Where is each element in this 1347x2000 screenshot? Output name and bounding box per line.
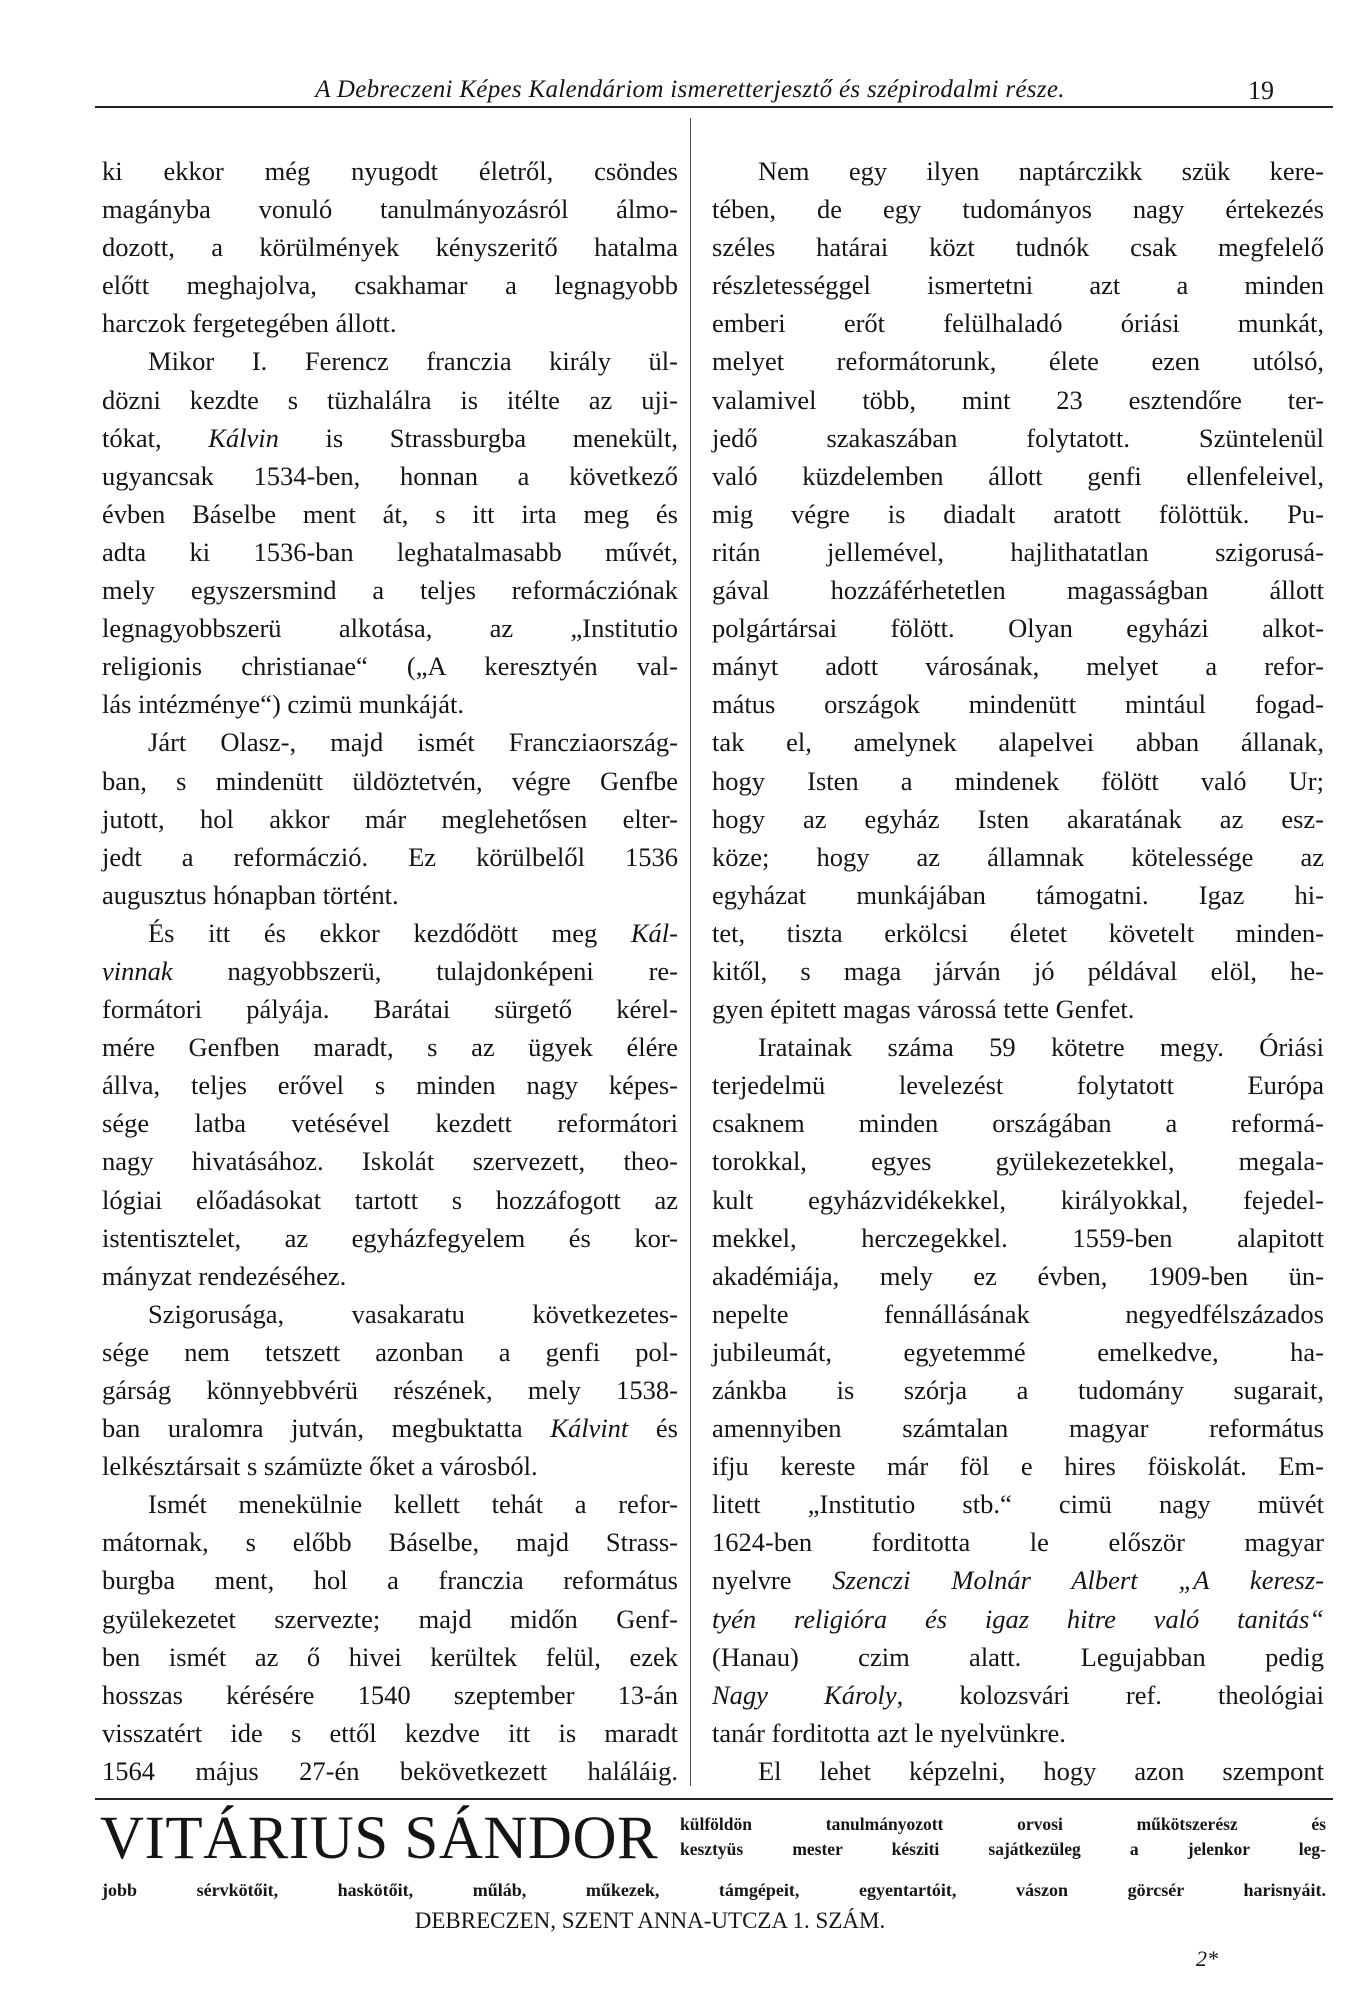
text-line xyxy=(102,952,678,990)
ad-product-list: jobb sérvkötőit, haskötőit, műláb, műkezek, támgépeit, egyentartóit, vászon görcsér harisnyáit. xyxy=(102,1880,1326,1900)
text-line xyxy=(712,457,1324,495)
text-line xyxy=(102,419,678,457)
text-segment: gyen épitett magas várossá tette Genfet. xyxy=(712,994,1135,1025)
text-line xyxy=(712,1257,1324,1295)
text-line xyxy=(712,762,1324,800)
text-line xyxy=(712,152,1324,190)
text-segment: legnagyobbszerü alkotása, az „Institutio xyxy=(102,613,678,644)
italic-text: vinnak xyxy=(102,955,173,986)
text-segment: való küzdelemben állott genfi ellenfeleivel, xyxy=(712,460,1324,491)
text-line xyxy=(712,1333,1324,1371)
text-line xyxy=(712,533,1324,571)
text-segment: Ismét menekülnie kellett tehát a refor- xyxy=(148,1489,678,1520)
text-line xyxy=(712,1104,1324,1142)
page-number: 19 xyxy=(1248,76,1274,105)
text-line xyxy=(102,609,678,647)
text-segment: hogy az egyház Isten akaratának az esz- xyxy=(712,803,1324,834)
text-segment: nagyobbszerü, tulajdonképeni re- xyxy=(172,955,678,986)
text-segment: előtt meghajolva, csakhamar a legnagyobb xyxy=(102,270,678,301)
text-segment: adta ki 1536-ban leghatalmasabb művét, xyxy=(102,536,678,567)
text-segment: dozott, a körülmények kényszeritő hatalma xyxy=(102,232,678,263)
text-line xyxy=(102,266,678,304)
text-segment: Iratainak száma 59 kötetre megy. Óriási xyxy=(758,1032,1324,1063)
footer-rule xyxy=(95,1798,1333,1800)
text-line xyxy=(102,228,678,266)
text-segment: tében, de egy tudományos nagy értekezés xyxy=(712,194,1324,225)
header-title: A Debreczeni Képes Kalendáriom ismeretterjesztő és szépirodalmi része. xyxy=(315,76,1065,103)
text-line xyxy=(712,1485,1324,1523)
signature-mark: 2* xyxy=(1196,1946,1218,1971)
text-line xyxy=(712,1371,1324,1409)
text-line xyxy=(712,1523,1324,1561)
ad-address: DEBRECZEN, SZENT ANNA-UTCZA 1. SZÁM. xyxy=(414,1908,886,1933)
text-segment: jedő szakaszában folytatott. Szüntelenül xyxy=(712,422,1324,453)
text-segment: ki ekkor még nyugodt életről, csöndes xyxy=(102,156,678,186)
text-segment: kitől, s maga járván jó példával elöl, he- xyxy=(712,955,1324,986)
text-segment: mátornak, s előbb Báselbe, majd Strass- xyxy=(102,1527,678,1558)
text-line xyxy=(102,1447,678,1485)
text-segment: mányt adott városának, melyet a refor- xyxy=(712,651,1324,682)
text-line xyxy=(712,190,1324,228)
text-segment: ugyancsak 1534-ben, honnan a következő xyxy=(102,460,678,491)
text-segment: sége latba vetésével kezdett reformátori xyxy=(102,1108,678,1139)
text-segment: melyet reformátorunk, élete ezen utólsó, xyxy=(712,346,1324,377)
text-line xyxy=(712,1714,1324,1752)
header-rule xyxy=(95,106,1333,108)
left-column xyxy=(102,152,678,1790)
text-line xyxy=(102,190,678,228)
text-segment: lás intézménye“) czimü munkáját. xyxy=(102,689,465,720)
text-line xyxy=(102,1142,678,1180)
text-segment: csaknem minden országában a reformá- xyxy=(712,1108,1324,1139)
text-segment: visszatért ide s ettől kezdve itt is maradt xyxy=(102,1717,678,1748)
text-segment: istentisztelet, az egyházfegyelem és kor- xyxy=(102,1222,678,1253)
text-line xyxy=(712,495,1324,533)
text-segment: ben ismét az ő hivei kerültek felül, ezek xyxy=(102,1641,678,1672)
text-segment: 1624-ben forditotta le először magyar xyxy=(712,1527,1324,1558)
text-line xyxy=(102,304,678,342)
text-segment: mére Genfben maradt, s az ügyek élére xyxy=(102,1032,678,1063)
text-segment: jubileumát, egyetemmé emelkedve, ha- xyxy=(712,1336,1324,1367)
text-line xyxy=(102,152,678,190)
text-segment: sége nem tetszett azonban a genfi pol- xyxy=(102,1336,678,1367)
text-line xyxy=(712,342,1324,380)
text-segment: Szigorusága, vasakaratu következetes- xyxy=(148,1298,678,1329)
text-segment: gárság könnyebbvérü részének, mely 1538- xyxy=(102,1375,678,1405)
text-segment: kult egyházvidékekkel, királyokkal, fejedel- xyxy=(712,1184,1324,1215)
text-line xyxy=(102,838,678,876)
italic-text: Kál- xyxy=(630,917,678,948)
text-line xyxy=(712,1752,1324,1790)
text-line xyxy=(712,1409,1324,1447)
text-line xyxy=(712,1638,1324,1676)
text-line xyxy=(712,609,1324,647)
text-segment: , kolozsvári ref. theológiai xyxy=(896,1679,1324,1710)
text-segment: gával hozzáférhetetlen magasságban állott xyxy=(712,575,1324,606)
text-line xyxy=(102,1752,678,1790)
text-segment: augusztus hónapban történt. xyxy=(102,879,399,910)
text-line xyxy=(102,457,678,495)
text-line xyxy=(102,1561,678,1599)
text-segment: részletességgel ismertetni azt a minden xyxy=(712,270,1324,301)
text-line xyxy=(712,952,1324,990)
text-line xyxy=(102,1371,678,1409)
text-line xyxy=(102,1257,678,1295)
text-line xyxy=(102,1600,678,1638)
text-line xyxy=(102,1219,678,1257)
italic-text: Szenczi Molnár Albert „A keresz- xyxy=(832,1565,1324,1596)
text-line xyxy=(102,1638,678,1676)
ad-description-line: kesztyüs mester késziti sajátkezüleg a jelenkor leg- xyxy=(680,1839,1326,1859)
text-line xyxy=(102,647,678,685)
text-segment: hogy Isten a mindenek fölött való Ur; xyxy=(712,765,1324,796)
text-line xyxy=(102,1523,678,1561)
text-line xyxy=(102,762,678,800)
text-segment: formátori pályája. Barátai sürgető kérel- xyxy=(102,994,678,1025)
text-segment: nyelvre xyxy=(712,1565,833,1596)
text-segment: mig végre is diadalt aratott fölöttük. Pu- xyxy=(712,498,1324,529)
text-segment: ritán jellemével, hajlithatatlan szigorusá- xyxy=(712,536,1324,567)
text-line xyxy=(712,1219,1324,1257)
text-segment: tak el, amelynek alapelvei abban állanak, xyxy=(712,727,1324,758)
text-line xyxy=(102,1714,678,1752)
text-line xyxy=(102,876,678,914)
text-line xyxy=(102,1409,678,1447)
column-divider xyxy=(690,118,691,1786)
text-segment: amennyiben számtalan magyar református xyxy=(712,1413,1324,1444)
text-line xyxy=(102,1181,678,1219)
text-line xyxy=(102,800,678,838)
text-segment: akadémiája, mely ez évben, 1909-ben ün- xyxy=(712,1260,1324,1291)
text-segment: mely egyszersmind a teljes reformácziónak xyxy=(102,575,678,606)
text-line xyxy=(102,1295,678,1333)
text-line xyxy=(712,647,1324,685)
text-segment: hosszas kérésére 1540 szeptember 13-án xyxy=(102,1679,678,1710)
text-line xyxy=(712,1181,1324,1219)
italic-text: Kálvin xyxy=(208,422,279,453)
italic-text: Nagy Károly xyxy=(712,1679,897,1710)
text-segment: lelkésztársait s számüzte őket a városból. xyxy=(102,1451,538,1482)
text-line xyxy=(712,1447,1324,1485)
text-line xyxy=(712,990,1324,1028)
text-line xyxy=(712,685,1324,723)
text-line xyxy=(102,342,678,380)
text-segment: valamivel több, mint 23 esztendőre ter- xyxy=(712,384,1324,415)
text-line xyxy=(712,266,1324,304)
text-segment: ban, s mindenütt üldöztetvén, végre Genfbe xyxy=(102,765,678,796)
text-segment: torokkal, egyes gyülekezetekkel, megala- xyxy=(712,1146,1324,1177)
text-line xyxy=(712,1295,1324,1333)
right-column xyxy=(712,152,1324,1790)
text-segment: dözni kezdte s tüzhalálra is itélte az uji- xyxy=(102,384,678,415)
text-segment: Járt Olasz-, majd ismét Francziaország- xyxy=(148,727,678,758)
text-line xyxy=(712,419,1324,457)
text-segment: tókat, xyxy=(102,422,209,453)
text-line xyxy=(712,571,1324,609)
text-line xyxy=(102,1066,678,1104)
italic-text: Kálvint xyxy=(550,1413,629,1444)
text-line xyxy=(102,571,678,609)
text-segment: És itt és ekkor kezdődött meg xyxy=(148,917,631,948)
text-line xyxy=(102,990,678,1028)
text-segment: jedt a reformáczió. Ez körülbelől 1536 xyxy=(102,841,678,872)
italic-text: tyén religióra és igaz hitre való tanitás“ xyxy=(712,1603,1324,1634)
text-line xyxy=(712,800,1324,838)
text-line xyxy=(712,228,1324,266)
text-segment: köze; hogy az államnak kötelessége az xyxy=(712,841,1324,872)
text-line xyxy=(102,914,678,952)
text-segment: ifju kereste már föl e hires föiskolát. Em- xyxy=(712,1451,1324,1482)
text-line xyxy=(712,838,1324,876)
text-line xyxy=(712,1676,1324,1714)
text-line xyxy=(102,1676,678,1714)
text-segment: mányzat rendezéséhez. xyxy=(102,1260,347,1291)
text-line xyxy=(712,1600,1324,1638)
text-segment: széles határai közt tudnók csak megfelelő xyxy=(712,232,1324,263)
text-segment: litett „Institutio stb.“ cimü nagy müvét xyxy=(712,1489,1324,1520)
text-segment: Mikor I. Ferencz franczia király ül- xyxy=(148,346,678,377)
text-line xyxy=(712,1028,1324,1066)
text-segment: mátus országok mindenütt mintául fogad- xyxy=(712,689,1324,720)
text-line xyxy=(712,1142,1324,1180)
text-line xyxy=(712,381,1324,419)
text-line xyxy=(102,723,678,761)
text-line xyxy=(712,723,1324,761)
text-line xyxy=(712,914,1324,952)
text-line xyxy=(102,381,678,419)
ad-description xyxy=(680,1812,1326,1862)
text-line xyxy=(102,1485,678,1523)
text-line xyxy=(712,1561,1324,1599)
text-segment: gyülekezetet szervezte; majd midőn Genf- xyxy=(102,1603,678,1634)
text-segment: 1564 május 27-én bekövetkezett haláláig. xyxy=(102,1755,678,1786)
text-line xyxy=(712,876,1324,914)
text-segment: ban uralomra jutván, megbuktatta xyxy=(102,1413,551,1444)
text-segment: is Strassburgba menekült, xyxy=(278,422,678,453)
text-line xyxy=(102,533,678,571)
text-line xyxy=(102,1333,678,1371)
text-segment: állva, teljes erővel s minden nagy képes- xyxy=(102,1070,678,1101)
text-line xyxy=(712,304,1324,342)
text-line xyxy=(712,1066,1324,1104)
text-segment: tanár forditotta azt le nyelvünkre. xyxy=(712,1717,1066,1748)
text-segment: lógiai előadásokat tartott s hozzáfogott az xyxy=(102,1184,678,1215)
text-segment: harczok fergetegében állott. xyxy=(102,308,397,339)
advertiser-name: VITÁRIUS SÁNDOR xyxy=(100,1805,659,1872)
text-segment: mekkel, herczegekkel. 1559-ben alapitott xyxy=(712,1222,1324,1253)
text-segment: és xyxy=(628,1413,678,1444)
text-segment: El lehet képzelni, hogy azon szempont xyxy=(758,1755,1324,1786)
text-segment: jutott, hol akkor már meglehetősen elter- xyxy=(102,803,678,834)
text-segment: tet, tiszta erkölcsi életet követelt minden- xyxy=(712,917,1324,948)
text-segment: évben Báselbe ment át, s itt irta meg és xyxy=(102,498,678,529)
text-segment: polgártársai fölött. Olyan egyházi alkot- xyxy=(712,613,1324,644)
text-segment: zánkba is szórja a tudomány sugarait, xyxy=(712,1375,1324,1405)
text-segment: nepelte fennállásának negyedfélszázados xyxy=(712,1298,1324,1329)
text-line xyxy=(102,1028,678,1066)
text-segment: magányba vonuló tanulmányozásról álmo- xyxy=(102,194,678,225)
text-segment: nagy hivatásához. Iskolát szervezett, theo- xyxy=(102,1146,678,1177)
text-line xyxy=(102,495,678,533)
text-segment: (Hanau) czim alatt. Legujabban pedig xyxy=(712,1641,1324,1672)
text-segment: terjedelmü levelezést folytatott Európa xyxy=(712,1070,1324,1101)
text-segment: egyházat munkájában támogatni. Igaz hi- xyxy=(712,879,1324,910)
ad-description-line: külföldön tanulmányozott orvosi műkötszerész és xyxy=(680,1814,1326,1834)
text-segment: religionis christianae“ („A keresztyén val- xyxy=(102,651,678,682)
text-segment: emberi erőt felülhaladó óriási munkát, xyxy=(712,308,1324,339)
text-segment: Nem egy ilyen naptárczikk szük kere- xyxy=(758,156,1324,186)
text-line xyxy=(102,685,678,723)
text-line xyxy=(102,1104,678,1142)
text-segment: burgba ment, hol a franczia református xyxy=(102,1565,678,1596)
